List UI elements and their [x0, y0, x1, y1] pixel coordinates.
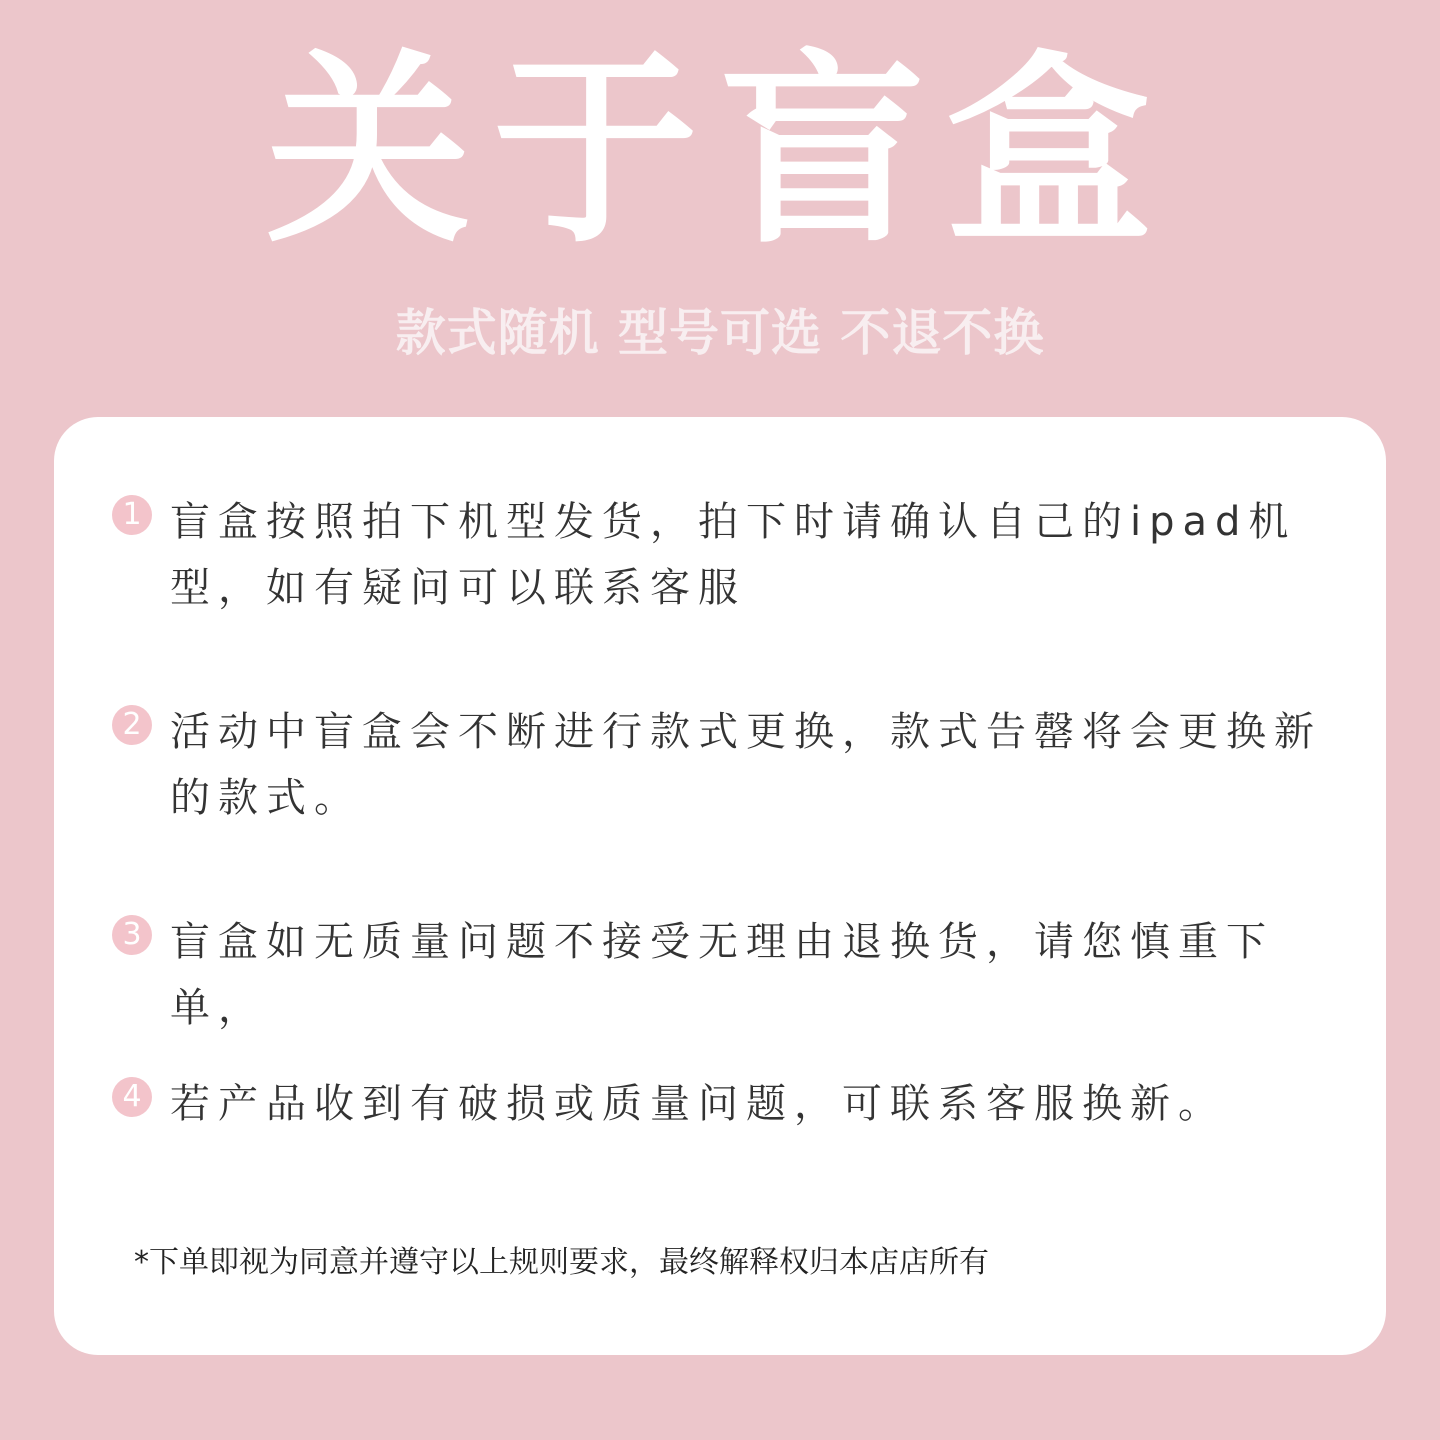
rule-text: 盲盒如无质量问题不接受无理由退换货，请您慎重下单，: [170, 919, 1274, 1031]
rule-number-badge: 2: [112, 705, 152, 745]
rule-text: 活动中盲盒会不断进行款式更换，款式告罄将会更换新的款式。: [170, 709, 1322, 821]
footnote: *下单即视为同意并遵守以上规则要求，最终解释权归本店店所有: [134, 1245, 989, 1280]
rules-list: [54, 417, 1386, 1355]
rule-number-badge: 4: [112, 1077, 152, 1117]
rule-text: 盲盒按照拍下机型发货，拍下时请确认自己的ipad机型，如有疑问可以联系客服: [170, 499, 1297, 611]
rule-text: 若产品收到有破损或质量问题，可联系客服换新。: [170, 1081, 1226, 1127]
page-subtitle: 款式随机 型号可选 不退不换: [395, 304, 1045, 362]
rule-number-badge: 1: [112, 495, 152, 535]
rules-card: [54, 417, 1386, 1355]
page-title: 关于盲盒: [266, 33, 1174, 271]
rule-number-badge: 3: [112, 915, 152, 955]
